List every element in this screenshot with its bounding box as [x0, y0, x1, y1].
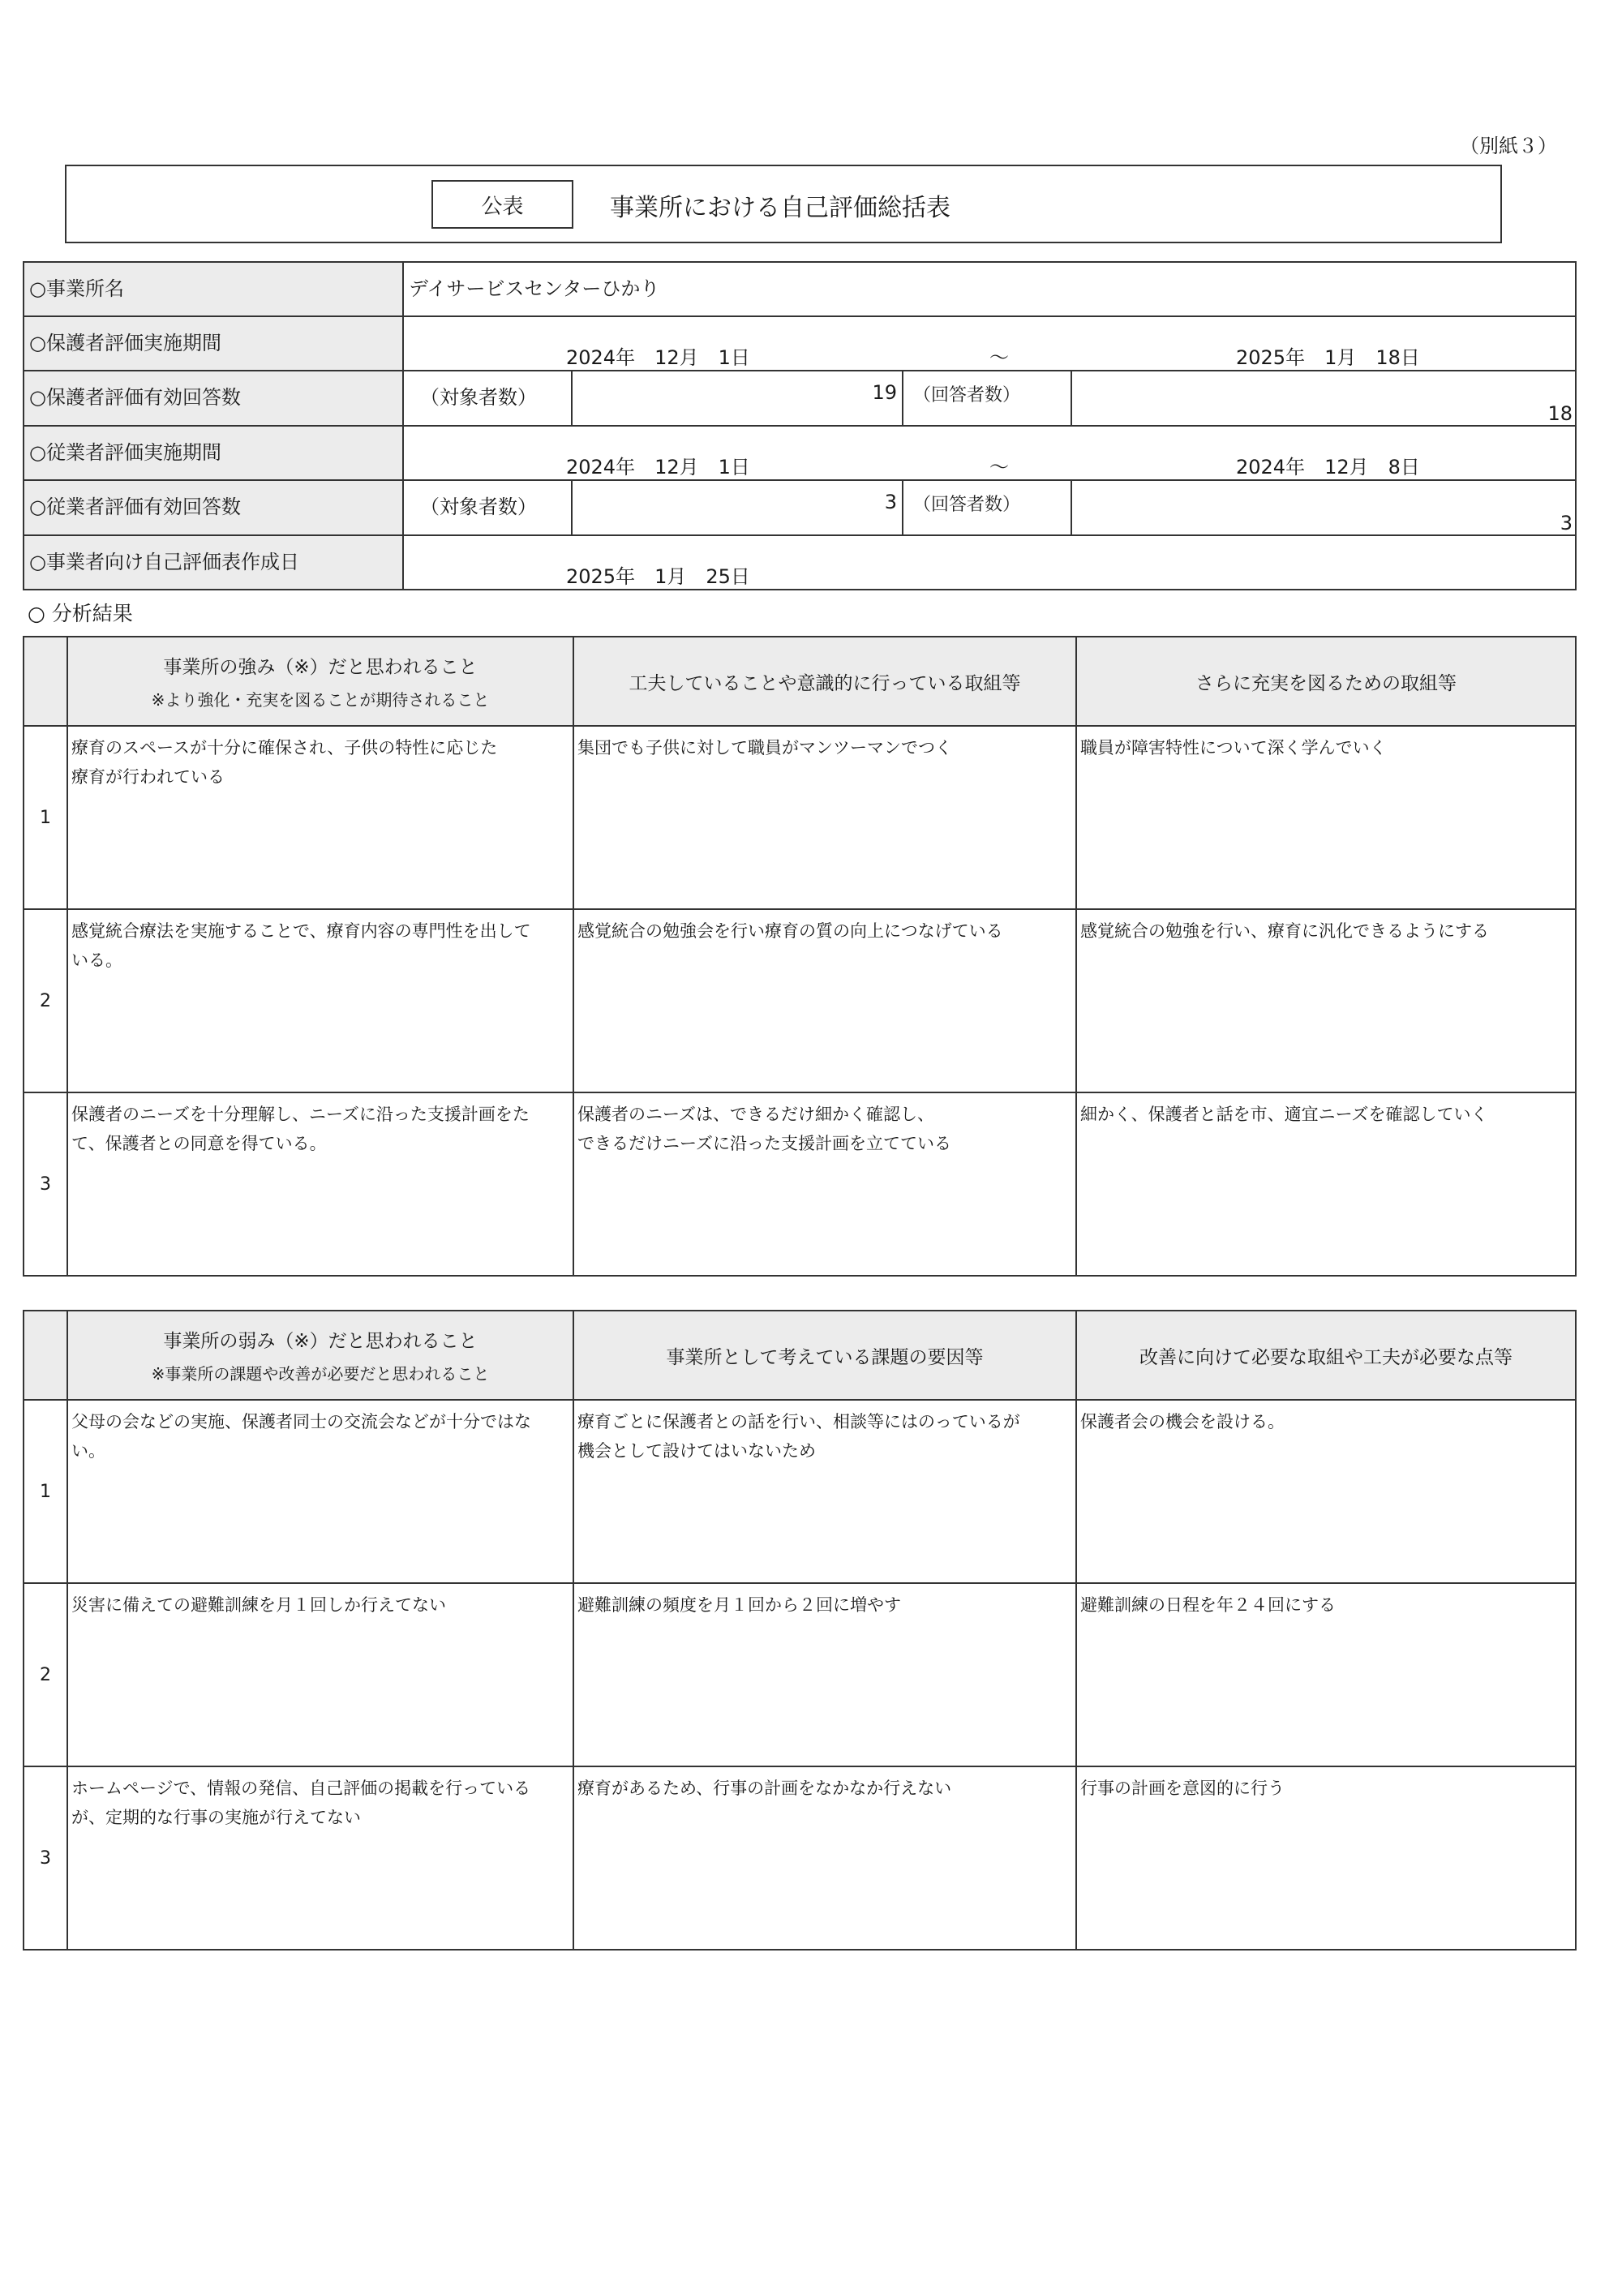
guardian-period-start: 2024年 12月 1日 [566, 346, 750, 369]
strengths-table [23, 636, 1577, 1277]
text-line: て、保護者との同意を得ている。 [71, 1134, 327, 1153]
period-tilde: ～ [989, 346, 1009, 369]
text-line: 避難訓練の日程を年２４回にする [1080, 1595, 1336, 1615]
staff-period-row [24, 426, 1576, 480]
created-date-value: 2025年 1月 25日 [566, 565, 750, 588]
text-line: 行事の計画を意図的に行う [1080, 1779, 1285, 1798]
page-title: 事業所における自己評価総括表 [610, 194, 950, 222]
improvement-actions-header [1076, 1311, 1576, 1400]
strengths-header-note: ※より強化・充実を図ることが期待されること [151, 690, 490, 710]
text-line: 細かく、保護者と話を市、適宜ニーズを確認していく [1080, 1105, 1488, 1124]
text-line: 感覚統合療法を実施することで、療育内容の専門性を出して [71, 921, 531, 941]
staff-period-cell [403, 426, 1576, 480]
text-line: 療育があるため、行事の計画をなかなか行えない [577, 1779, 952, 1798]
strengths-header-row [24, 637, 1576, 726]
guardian-period-end: 2025年 1月 18日 [1236, 346, 1420, 369]
text-line: 避難訓練の頻度を月１回から２回に増やす [577, 1595, 901, 1615]
enhancement-text [1076, 726, 1576, 909]
row-number: 3 [24, 1092, 67, 1276]
title-box [65, 165, 1502, 243]
issue-factor-text [573, 1766, 1076, 1950]
row-number: 1 [24, 726, 67, 909]
strengths-header-main: 事業所の強み（※）だと思われること [163, 657, 478, 678]
strengths-header [67, 637, 573, 726]
efforts-header-label: 工夫していることや意識的に行っている取組等 [629, 672, 1021, 694]
guardian-responses-label: ○保護者評価有効回答数 [24, 371, 403, 426]
text-line: できるだけニーズに沿った支援計画を立てている [577, 1134, 951, 1153]
improvement-actions-header-label: 改善に向けて必要な取組や工夫が必要な点等 [1139, 1346, 1513, 1368]
weakness-text [67, 1766, 573, 1950]
staff-respondent-count: 3 [1071, 480, 1576, 535]
staff-period-end: 2024年 12月 8日 [1236, 456, 1420, 479]
weaknesses-header-main: 事業所の弱み（※）だと思われること [163, 1331, 478, 1352]
guardian-respondent-count: 18 [1071, 371, 1576, 426]
guardian-respondent-label: （回答者数） [903, 371, 1071, 426]
staff-period-start: 2024年 12月 1日 [566, 456, 750, 479]
created-date-row [24, 535, 1576, 590]
staff-respondent-label: （回答者数） [903, 480, 1071, 535]
staff-responses-label: ○従業者評価有効回答数 [24, 480, 403, 535]
guardian-target-count: 19 [572, 371, 903, 426]
weaknesses-table [23, 1310, 1577, 1951]
improvement-text [1076, 1583, 1576, 1766]
guardian-period-label: ○保護者評価実施期間 [24, 316, 403, 371]
row-number-header [24, 1311, 67, 1400]
text-line: 災害に備えての避難訓練を月１回しか行えてない [71, 1595, 446, 1615]
weaknesses-row-3 [24, 1766, 1576, 1950]
public-label: 公表 [431, 180, 573, 229]
text-line: 療育ごとに保護者との話を行い、相談等にはのっているが [577, 1412, 1020, 1431]
strengths-row-3 [24, 1092, 1576, 1276]
issue-factors-header-label: 事業所として考えている課題の要因等 [666, 1346, 984, 1368]
enhancement-text [1076, 909, 1576, 1092]
facility-info-table [23, 261, 1577, 590]
document-reference: （別紙３） [1460, 135, 1557, 157]
effort-text [573, 909, 1076, 1092]
text-line: 保護者のニーズを十分理解し、ニーズに沿った支援計画をた [71, 1105, 530, 1124]
facility-name-value: デイサービスセンターひかり [403, 262, 1576, 316]
text-line: 集団でも子供に対して職員がマンツーマンでつく [577, 738, 952, 757]
text-line: 職員が障害特性について深く学んでいく [1080, 738, 1387, 757]
text-line: 療育が行われている [71, 767, 225, 787]
row-number: 1 [24, 1400, 67, 1583]
weakness-text [67, 1583, 573, 1766]
text-line: が、定期的な行事の実施が行えてない [71, 1808, 361, 1827]
issue-factor-text [573, 1400, 1076, 1583]
text-line: 父母の会などの実施、保護者同士の交流会などが十分ではな [71, 1412, 531, 1431]
staff-target-count: 3 [572, 480, 903, 535]
strength-text [67, 726, 573, 909]
improvement-text [1076, 1400, 1576, 1583]
text-line: 感覚統合の勉強を行い、療育に汎化できるようにする [1080, 921, 1489, 941]
effort-text [573, 1092, 1076, 1276]
guardian-period-cell [403, 316, 1576, 371]
row-number-header [24, 637, 67, 726]
staff-period-label: ○従業者評価実施期間 [24, 426, 403, 480]
text-line: ホームページで、情報の発信、自己評価の掲載を行っている [71, 1779, 531, 1798]
row-number: 3 [24, 1766, 67, 1950]
text-line: 保護者会の機会を設ける。 [1080, 1412, 1285, 1431]
further-enhancement-header-label: さらに充実を図るための取組等 [1195, 672, 1457, 694]
enhancement-text [1076, 1092, 1576, 1276]
issue-factors-header [573, 1311, 1076, 1400]
facility-name-row [24, 262, 1576, 316]
strength-text [67, 909, 573, 1092]
efforts-header [573, 637, 1076, 726]
period-tilde: ～ [989, 456, 1009, 479]
created-date-label: ○事業者向け自己評価表作成日 [24, 535, 403, 590]
strengths-row-2 [24, 909, 1576, 1092]
text-line: 感覚統合の勉強会を行い療育の質の向上につなげている [577, 921, 1003, 941]
guardian-period-row [24, 316, 1576, 371]
text-line: 療育のスペースが十分に確保され、子供の特性に応じた [71, 738, 498, 757]
weaknesses-header-note: ※事業所の課題や改善が必要だと思われること [151, 1364, 490, 1384]
improvement-text [1076, 1766, 1576, 1950]
weaknesses-header-row [24, 1311, 1576, 1400]
analysis-heading: ○ 分析結果 [28, 602, 133, 625]
text-line: い。 [71, 1441, 105, 1461]
strength-text [67, 1092, 573, 1276]
guardian-target-label: （対象者数） [403, 371, 572, 426]
row-number: 2 [24, 909, 67, 1092]
weakness-text [67, 1400, 573, 1583]
row-number: 2 [24, 1583, 67, 1766]
strengths-row-1 [24, 726, 1576, 909]
staff-target-label: （対象者数） [403, 480, 572, 535]
effort-text [573, 726, 1076, 909]
text-line: いる。 [71, 951, 122, 970]
text-line: 保護者のニーズは、できるだけ細かく確認し、 [577, 1105, 934, 1124]
further-enhancement-header [1076, 637, 1576, 726]
weaknesses-row-1 [24, 1400, 1576, 1583]
staff-responses-row [24, 480, 1576, 535]
guardian-responses-row [24, 371, 1576, 426]
text-line: 機会として設けてはいないため [577, 1441, 816, 1461]
issue-factor-text [573, 1583, 1076, 1766]
created-date-cell [403, 535, 1576, 590]
weaknesses-header [67, 1311, 573, 1400]
weaknesses-row-2 [24, 1583, 1576, 1766]
facility-name-label: ○事業所名 [24, 262, 403, 316]
